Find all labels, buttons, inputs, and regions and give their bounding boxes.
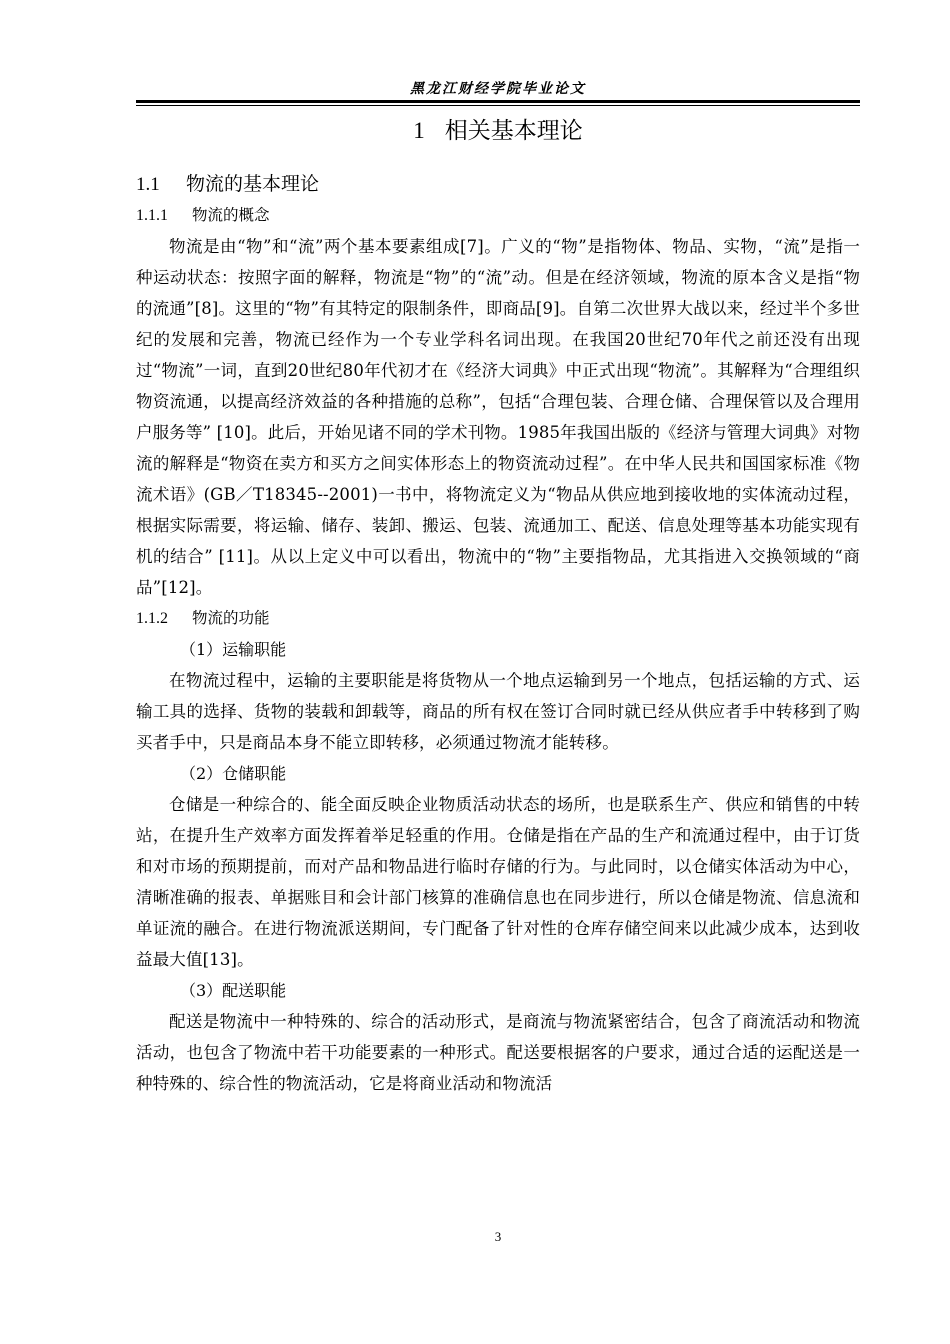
subsection-title: 物流的概念 <box>192 206 270 224</box>
function-item-transport: （1）运输职能 <box>180 640 287 659</box>
page-number: 3 <box>494 1229 502 1244</box>
body-content <box>136 168 860 1099</box>
header-rule-thick <box>136 100 860 103</box>
running-header-title: 黑龙江财经学院毕业论文 <box>410 81 586 97</box>
transport-paragraph: 在物流过程中，运输的主要职能是将货物从一个地点运输到另一个地点，包括运输的方式、运输工具的选择、货物的装载和卸载等，商品的所有权在签订合同时就已经从供应者手中转移到了购买者手中，只是商品本身不能立即转移，必须通过物流才能转移。 <box>136 671 860 752</box>
subsection-heading-1-1-2 <box>136 603 860 634</box>
distribution-paragraph: 配送是物流中一种特殊的、综合的活动形式，是商流与物流紧密结合，包含了商流活动和物流活动，也包含了物流中若干功能要素的一种形式。配送要根据客的户要求，通过合适的运配送是一种特殊的、综合性的物流活动，它是将商业活动和物流活 <box>136 1012 860 1093</box>
logistics-concept-paragraph: 物流是由“物”和“流”两个基本要素组成[7]。广义的“物”是指物体、物品、实物，“流”是指一种运动状态：按照字面的解释，物流是“物”的“流”动。但是在经济领域，物流的原本含义是指“物的流通”[8]。这里的“物”有其特定的限制条件，即商品[9]。自第二次世界大战以来，经过半个多世纪的发展和完善，物流已经作为一个专业学科名词出现。在我国20世纪70年代之前还没有出现过“物流”一词，直到20世纪80年代初才在《经济大词典》中正式出现“物流”。其解释为“合理组织物资流通，以提高经济效益的各种措施的总称”，包括“合理包装、合理仓储、合理保管以及合理用户服务等” [10]。此后，开始见诸不同的学术刊物。1985年我国出版的《经济与管理大词典》对物流的解释是“物资在卖方和买方之间实体形态上的物资流动过程”。在中华人民共和国国家标准《物流术语》(GB／T18345--2001)一书中，将物流定义为“物品从供应地到接收地的实体流动过程，根据实际需要，将运输、储存、装卸、搬运、包装、流通加工、配送、信息处理等基本功能实现有机的结合” [11]。从以上定义中可以看出，物流中的“物”主要指物品，尤其指进入交换领域的“商品”[12]。 <box>136 237 860 597</box>
section-heading-1-1 <box>136 168 860 200</box>
subsection-number: 1.1.1 <box>136 207 168 224</box>
chapter-number: 1 <box>413 118 425 143</box>
subsection-title: 物流的功能 <box>192 609 270 627</box>
section-title: 物流的基本理论 <box>186 173 320 195</box>
header-rule-thin <box>136 105 860 106</box>
function-item-storage: （2）仓储职能 <box>180 764 287 783</box>
storage-paragraph: 仓储是一种综合的、能全面反映企业物质活动状态的场所，也是联系生产、供应和销售的中转站，在提升生产效率方面发挥着举足轻重的作用。仓储是指在产品的生产和流通过程中，由于订货和对市场的预期提前，而对产品和物品进行临时存储的行为。与此同时，以仓储实体活动为中心，清晰准确的报表、单据账目和会计部门核算的准确信息也在同步进行，所以仓储是物流、信息流和单证流的融合。在进行物流派送期间，专门配备了针对性的仓库存储空间来以此减少成本，达到收益最大值[13]。 <box>136 795 860 969</box>
section-number: 1.1 <box>136 174 160 195</box>
chapter-heading <box>136 114 860 148</box>
subsection-number: 1.1.2 <box>136 610 168 627</box>
subsection-heading-1-1-1 <box>136 200 860 231</box>
chapter-title: 相关基本理论 <box>444 118 583 144</box>
function-item-distribution: （3）配送职能 <box>180 981 287 1000</box>
